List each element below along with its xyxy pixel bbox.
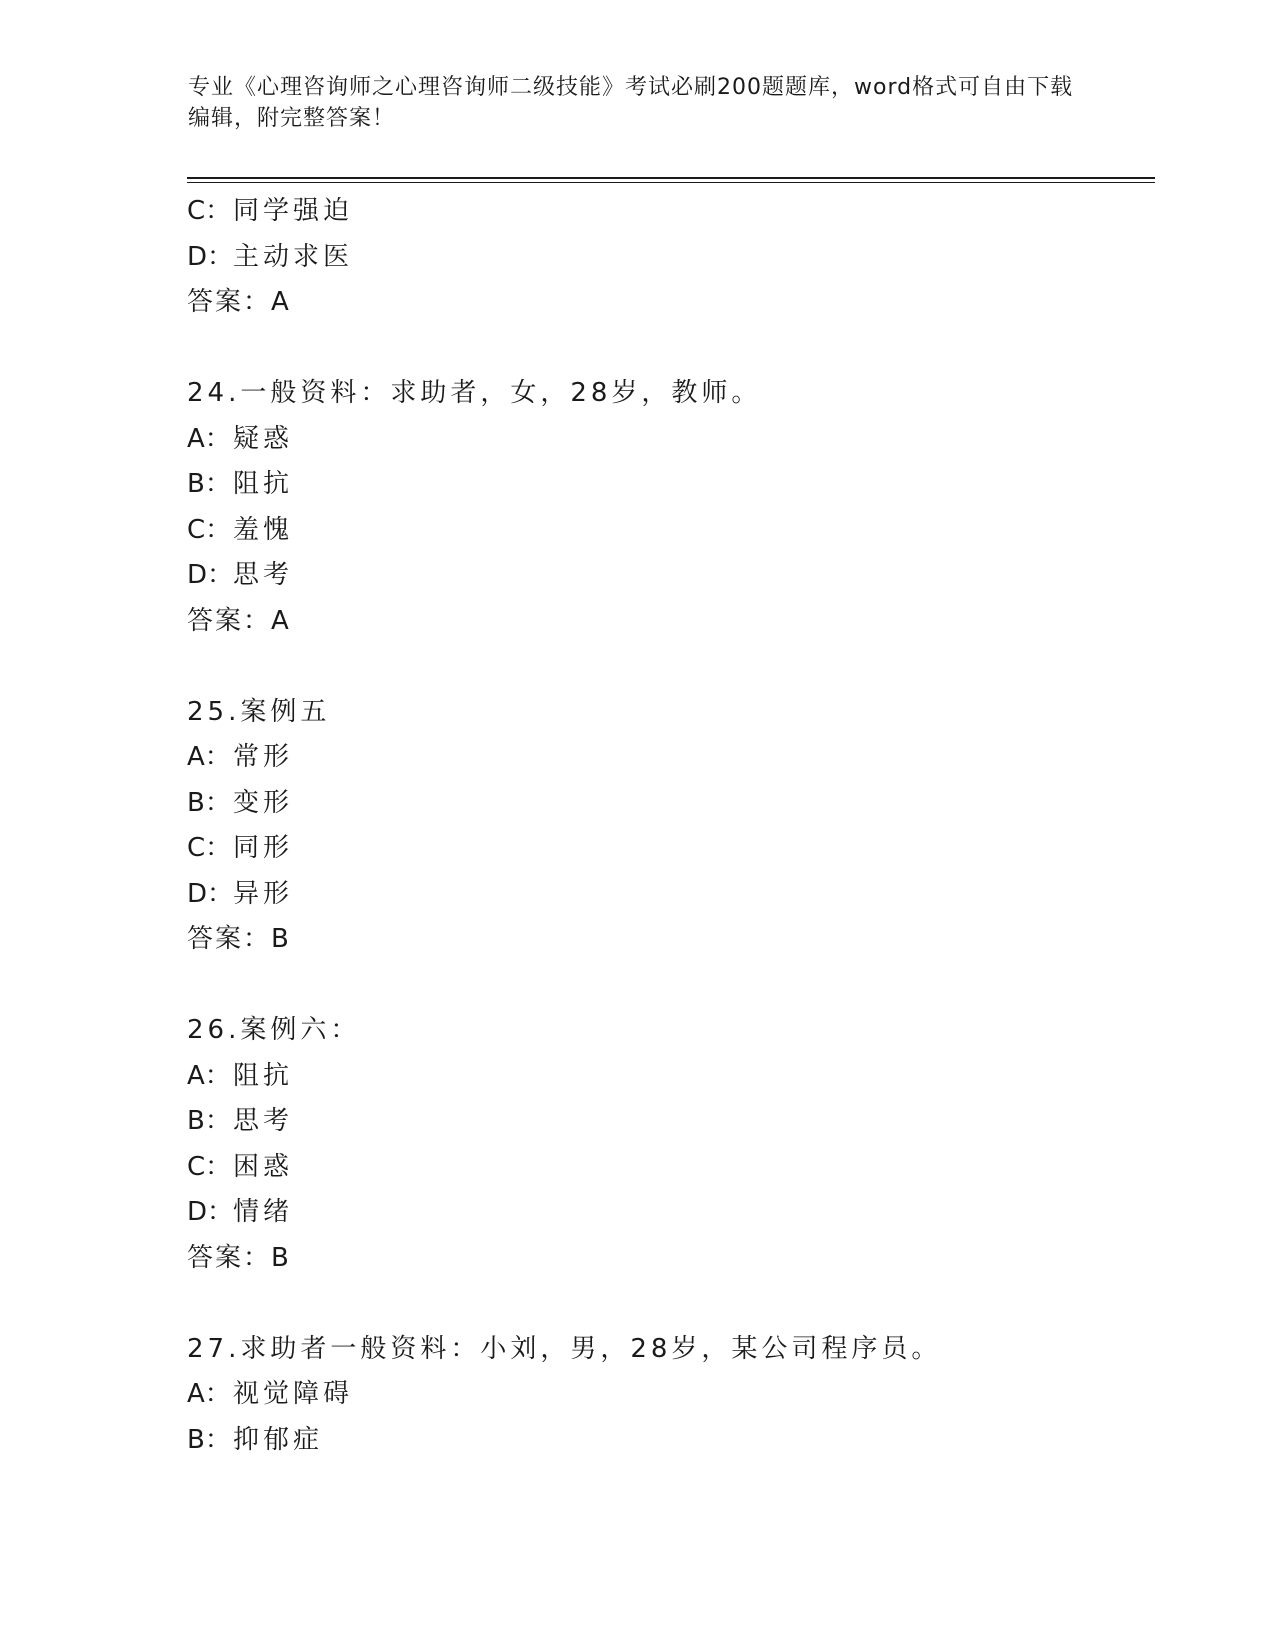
option-text: 抑郁症 — [233, 1424, 324, 1455]
answer-option — [187, 1099, 1147, 1145]
question-stem: 25.案例五 — [187, 696, 331, 727]
option-key: C： — [187, 196, 232, 226]
option-key: D： — [187, 878, 234, 909]
header-divider-thin — [187, 182, 1155, 183]
option-key: C： — [187, 1151, 232, 1182]
answer-option — [187, 735, 1147, 781]
question-stem: 24.一般资料：求助者，女，28岁，教师。 — [187, 378, 762, 408]
option-key: C： — [187, 833, 232, 863]
question-content — [187, 189, 1147, 1463]
option-key: A： — [187, 1379, 231, 1409]
answer-option — [187, 235, 1147, 281]
answer-line: 答案：A — [187, 287, 291, 317]
answer-option — [187, 189, 1147, 235]
answer-option — [187, 508, 1147, 554]
answer-option — [187, 1418, 1147, 1464]
option-text: 思考 — [233, 1106, 294, 1136]
option-text: 变形 — [233, 787, 294, 818]
option-key: A： — [187, 423, 231, 454]
option-key: B： — [187, 1424, 231, 1455]
answer-option — [187, 826, 1147, 872]
option-text: 羞愧 — [233, 514, 294, 545]
blank-line — [187, 644, 1147, 690]
option-text: 常形 — [233, 742, 294, 772]
option-text: 视觉障碍 — [233, 1379, 354, 1409]
option-text: 同学强迫 — [233, 196, 354, 226]
option-key: B： — [187, 1106, 231, 1136]
option-key: D： — [187, 241, 234, 272]
answer-option — [187, 462, 1147, 508]
answer-option — [187, 417, 1147, 463]
answer-option — [187, 553, 1147, 599]
blank-line — [187, 326, 1147, 372]
option-text: 主动求医 — [233, 241, 354, 272]
answer-option — [187, 1190, 1147, 1236]
answer-line: 答案：A — [187, 605, 291, 636]
question-stem: 27.求助者一般资料：小刘，男，28岁，某公司程序员。 — [187, 1333, 942, 1364]
question-stem: 26.案例六： — [187, 1015, 361, 1045]
option-text: 困惑 — [233, 1151, 294, 1182]
blank-line — [187, 1281, 1147, 1327]
option-key: D： — [187, 1197, 234, 1227]
option-key: B： — [187, 787, 231, 818]
option-key: C： — [187, 514, 232, 545]
header-divider-thick — [187, 177, 1155, 179]
answer-option — [187, 872, 1147, 918]
answer-option — [187, 1054, 1147, 1100]
answer-line: 答案：B — [187, 924, 291, 954]
option-key: A： — [187, 742, 231, 772]
answer-option — [187, 1372, 1147, 1418]
answer-option — [187, 781, 1147, 827]
option-key: A： — [187, 1060, 231, 1091]
option-text: 阻抗 — [233, 469, 294, 499]
answer-line: 答案：B — [187, 1242, 291, 1273]
option-text: 阻抗 — [233, 1060, 294, 1091]
option-text: 情绪 — [233, 1197, 294, 1227]
option-text: 思考 — [233, 560, 294, 590]
option-text: 疑惑 — [233, 423, 294, 454]
option-text: 同形 — [233, 833, 294, 863]
document-header-title: 专业《心理咨询师之心理咨询师二级技能》考试必刷200题题库，word格式可自由下载编辑，附完整答案！ — [188, 75, 1074, 131]
option-key: B： — [187, 469, 231, 499]
option-key: D： — [187, 560, 234, 590]
option-text: 异形 — [233, 878, 294, 909]
blank-line — [187, 963, 1147, 1009]
answer-option — [187, 1145, 1147, 1191]
